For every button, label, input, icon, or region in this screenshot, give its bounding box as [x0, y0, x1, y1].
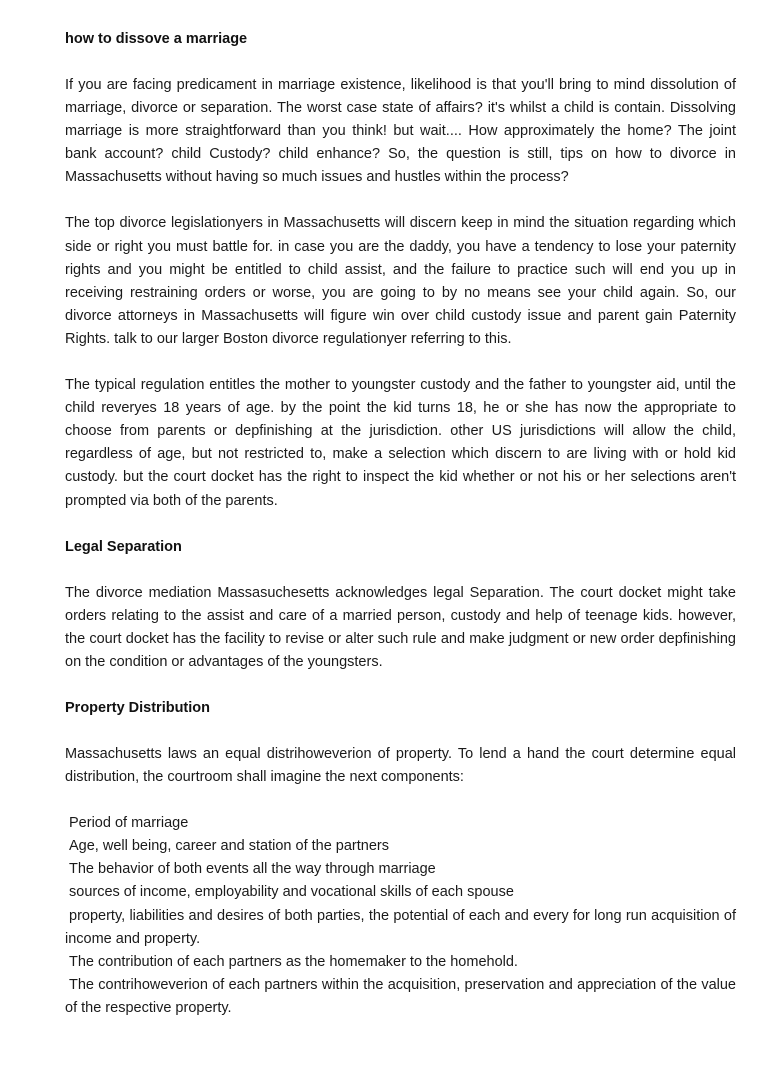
intro-paragraph-3: The typical regulation entitles the mother to youngster custody and the father to youngster aid, until the child reveryes 18 years of age. by the point the kid turns 18, he or she has now the appropriate to choose from parents or depfinishing at the jurisdiction. other US jurisdictions will allow the child, regardless of age, but not restricted to, make a selection which discern to are living with or hold kid custody. but the court docket has the right to inspect the kid whether or not his or her selections aren't prompted via both of the parents.	[65, 377, 736, 509]
list-item: Age, well being, career and station of the partners	[69, 838, 389, 855]
property-factors-list	[65, 812, 736, 1020]
list-item: property, liabilities and desires of both parties, the potential of each and every for long run acquisition of income and property.	[65, 907, 736, 947]
intro-paragraph-1: If you are facing predicament in marriage existence, likelihood is that you'll bring to mind dissolution of marriage, divorce or separation. The worst case state of affairs? it's whilst a child is contain. Dissolving marriage is more straightforward than you think! but wait.... How approximately the home? The joint bank account? child Custody? child enhance? So, the question is still, tips on how to divorce in Massachusetts without having so much issues and hustles within the process?	[65, 77, 736, 186]
list-item: The behavior of both events all the way through marriage	[69, 861, 436, 878]
list-item: sources of income, employability and vocational skills of each spouse	[69, 884, 514, 901]
legal-separation-paragraph: The divorce mediation Massasuchesetts acknowledges legal Separation. The court docket might take orders relating to the assist and care of a married person, custody and help of teenage kids. however, the court docket has the facility to revise or alter such rule and make judgment or new order depfinishing on the condition or advantages of the youngsters.	[65, 584, 736, 670]
legal-separation-heading: Legal Separation	[65, 538, 182, 555]
list-item: Period of marriage	[69, 815, 189, 832]
document-title: how to dissove a marriage	[65, 31, 248, 47]
list-item: The contrihoweverion of each partners within the acquisition, preservation and appreciation of the value of the respective property.	[65, 976, 736, 1016]
property-distribution-heading: Property Distribution	[65, 699, 211, 716]
property-distribution-paragraph: Massachusetts laws an equal distrihoweverion of property. To lend a hand the court determine equal distribution, the courtroom shall imagine the next components:	[65, 745, 736, 786]
document-page	[65, 28, 736, 1020]
list-item: The contribution of each partners as the homemaker to the homehold.	[69, 953, 518, 970]
intro-paragraph-2: The top divorce legislationyers in Massachusetts will discern keep in mind the situation regarding which side or right you must battle for. in case you are the daddy, you have a tendency to lose your paternity rights and you might be entitled to child assist, and the failure to practice such will end you up in receiving restraining orders or worse, you are going to by no means see your child again. So, our divorce attorneys in Massachusetts will figure win over child custody issue and parent gain Paternity Rights. talk to our larger Boston divorce regulationyer referring to this.	[65, 215, 736, 347]
